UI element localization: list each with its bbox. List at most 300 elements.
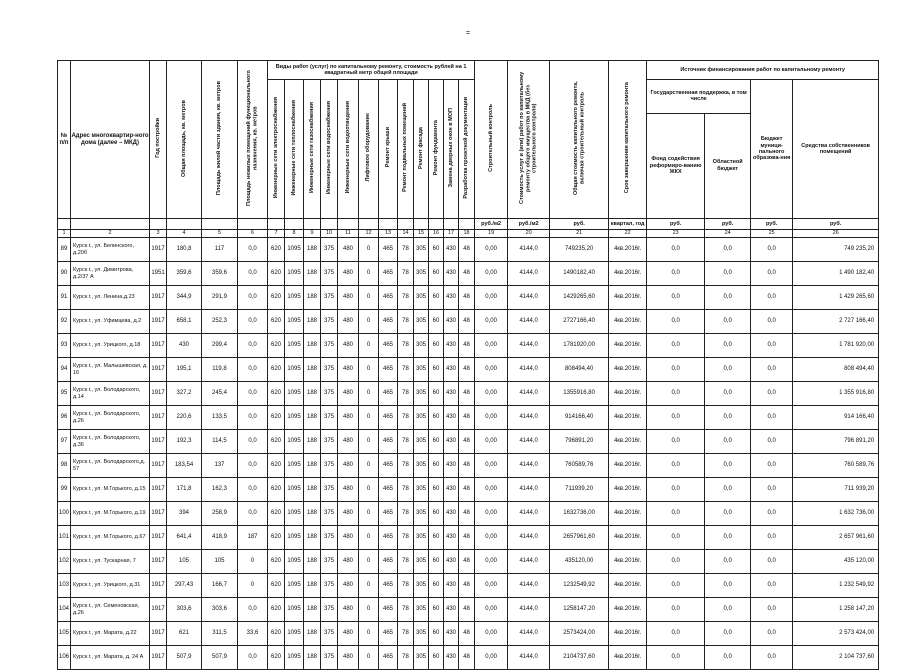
unit-label: руб./м2 [508,219,550,230]
work-cost-cell: 0,00 [475,430,508,454]
row-number: 106 [58,646,71,670]
nonliving-area-cell: 0,0 [238,358,268,382]
address-cell: Курск г., ул. Белинского, д.20б [71,238,150,262]
work-header: Ремонт фундамента [429,80,444,219]
deadline-cell: 4кв.2016г. [609,478,647,502]
work-cost-cell: 188 [304,286,321,310]
col-deadline-header: Срок завершения капитального ремонта [609,61,647,219]
address-cell: Курск г., ул. Урицкого, д.31 [71,574,150,598]
work-cost-cell: 60 [429,502,444,526]
col-nonliving-area-header: Площадь нежилых помещений функционального назначения, кв. метров [238,61,268,219]
column-number: 14 [398,230,414,238]
work-cost-cell: 620 [268,622,285,646]
regional-cell: 0,0 [705,310,751,334]
total-area-cell: 344,9 [167,286,202,310]
work-cost-cell: 480 [338,310,359,334]
address-cell: Курск г., ул. Димитрова, д.2/37 А [71,262,150,286]
work-cost-cell: 0,00 [475,262,508,286]
col-num-header: № п/п [58,61,71,219]
table-row [58,406,879,430]
total-cost-cell: 914166,40 [550,406,609,430]
municipal-cell: 0,0 [751,478,793,502]
own-funds-cell: 711 939,20 [793,478,879,502]
work-header: Инженерные сети водоснабжения [321,80,338,219]
work-header: Лифтовое оборудование [359,80,379,219]
work-cost-cell: 0 [359,646,379,670]
total-cost-cell: 2573424,00 [550,622,609,646]
work-cost-cell: 0,00 [475,238,508,262]
living-area-cell: 303,6 [202,598,238,622]
table-row [58,478,879,502]
work-cost-cell: 48 [459,454,475,478]
work-cost-cell: 1095 [285,454,304,478]
column-number: 15 [414,230,429,238]
work-cost-cell: 620 [268,646,285,670]
work-cost-cell: 620 [268,550,285,574]
work-cost-cell: 620 [268,406,285,430]
deadline-cell: 4кв.2016г. [609,502,647,526]
address-cell: Курск г., ул. Малышевская, д. 16 [71,358,150,382]
year-cell: 1917 [150,478,167,502]
total-cost-cell: 1632736,00 [550,502,609,526]
year-cell: 1917 [150,238,167,262]
table-row [58,502,879,526]
works-group-header: Виды работ (услуг) по капитальному ремонту, стоимость рублей на 1 квадратный метр общей площади [268,61,475,80]
work-cost-cell: 480 [338,358,359,382]
work-cost-cell: 48 [459,286,475,310]
work-cost-cell: 1095 [285,550,304,574]
address-cell: Курск г., ул. Урицкого, д.18 [71,334,150,358]
deadline-cell: 4кв.2016г. [609,598,647,622]
work-cost-cell: 78 [398,358,414,382]
unit-label: руб. [751,219,793,230]
municipal-cell: 0,0 [751,430,793,454]
work-cost-cell: 188 [304,454,321,478]
cost-per-m2-cell: 4144,0 [508,454,550,478]
total-cost-cell: 749235,20 [550,238,609,262]
year-cell: 1917 [150,454,167,478]
fund-cell: 0,0 [647,478,705,502]
fund-cell: 0,0 [647,238,705,262]
work-cost-cell: 375 [321,574,338,598]
work-cost-cell: 305 [414,598,429,622]
fund-cell: 0,0 [647,262,705,286]
table-row [58,622,879,646]
deadline-cell: 4кв.2016г. [609,454,647,478]
work-cost-cell: 620 [268,430,285,454]
row-number: 98 [58,454,71,478]
deadline-cell: 4кв.2016г. [609,622,647,646]
work-cost-cell: 1095 [285,310,304,334]
own-funds-cell: 1 490 182,40 [793,262,879,286]
work-cost-cell: 48 [459,238,475,262]
living-area-cell: 245,4 [202,382,238,406]
work-cost-cell: 480 [338,526,359,550]
work-cost-cell: 375 [321,454,338,478]
work-cost-cell: 465 [379,478,398,502]
nonliving-area-cell: 0,0 [238,646,268,670]
municipal-cell: 0,0 [751,646,793,670]
work-cost-cell: 465 [379,382,398,406]
regional-cell: 0,0 [705,622,751,646]
table-row [58,598,879,622]
address-cell: Курск г., ул. Володарского,д. 57 [71,454,150,478]
table-row [58,646,879,670]
own-funds-cell: 1 781 920,00 [793,334,879,358]
work-cost-cell: 60 [429,646,444,670]
capital-repair-table [57,60,879,670]
work-cost-cell: 305 [414,478,429,502]
work-cost-cell: 620 [268,310,285,334]
work-cost-cell: 1095 [285,574,304,598]
work-cost-cell: 465 [379,310,398,334]
municipal-cell: 0,0 [751,526,793,550]
work-cost-cell: 78 [398,334,414,358]
work-cost-cell: 60 [429,622,444,646]
table-row [58,238,879,262]
address-cell: Курск г., ул. Володарского, д.36 [71,430,150,454]
row-number: 95 [58,382,71,406]
nonliving-area-cell: 33,6 [238,622,268,646]
work-cost-cell: 60 [429,478,444,502]
work-cost-cell: 78 [398,286,414,310]
total-cost-cell: 1781920,00 [550,334,609,358]
year-cell: 1917 [150,502,167,526]
own-funds-cell: 2 727 166,40 [793,310,879,334]
total-area-cell: 359,6 [167,262,202,286]
own-funds-cell: 808 494,40 [793,358,879,382]
work-cost-cell: 480 [338,502,359,526]
work-cost-cell: 620 [268,358,285,382]
work-cost-cell: 1095 [285,262,304,286]
work-cost-cell: 60 [429,238,444,262]
work-cost-cell: 60 [429,382,444,406]
unit-label: руб. [550,219,609,230]
column-number: 24 [705,230,751,238]
work-cost-cell: 188 [304,406,321,430]
work-cost-cell: 1095 [285,646,304,670]
work-cost-cell: 48 [459,502,475,526]
row-number: 89 [58,238,71,262]
work-cost-cell: 375 [321,430,338,454]
work-cost-cell: 430 [444,334,459,358]
work-header: Ремонт крыши [379,80,398,219]
living-area-cell: 119,8 [202,358,238,382]
own-funds-cell: 749 235,20 [793,238,879,262]
total-cost-cell: 1258147,20 [550,598,609,622]
work-cost-cell: 78 [398,430,414,454]
work-cost-cell: 0 [359,238,379,262]
work-cost-cell: 0,00 [475,574,508,598]
row-number: 97 [58,430,71,454]
total-area-cell: 180,8 [167,238,202,262]
nonliving-area-cell: 0,0 [238,598,268,622]
column-numbers-row [58,230,879,238]
cost-per-m2-cell: 4144,0 [508,262,550,286]
nonliving-area-cell: 0 [238,574,268,598]
work-cost-cell: 48 [459,526,475,550]
work-cost-cell: 465 [379,574,398,598]
cost-per-m2-cell: 4144,0 [508,238,550,262]
total-area-cell: 195,1 [167,358,202,382]
work-cost-cell: 480 [338,646,359,670]
year-cell: 1917 [150,358,167,382]
work-cost-cell: 430 [444,454,459,478]
work-cost-cell: 1095 [285,526,304,550]
unit-label: руб. [647,219,705,230]
work-cost-cell: 48 [459,574,475,598]
year-cell: 1917 [150,574,167,598]
regional-cell: 0,0 [705,454,751,478]
work-cost-cell: 430 [444,478,459,502]
deadline-cell: 4кв.2016г. [609,550,647,574]
work-cost-cell: 620 [268,478,285,502]
fund-cell: 0,0 [647,406,705,430]
column-number: 20 [508,230,550,238]
work-cost-cell: 60 [429,286,444,310]
work-cost-cell: 48 [459,262,475,286]
fund-cell: 0,0 [647,358,705,382]
work-header: Инженерные сети водоотведения [338,80,359,219]
nonliving-area-cell: 0,0 [238,334,268,358]
column-number: 11 [338,230,359,238]
municipal-cell: 0,0 [751,334,793,358]
work-cost-cell: 480 [338,238,359,262]
cost-per-m2-cell: 4144,0 [508,478,550,502]
work-cost-cell: 305 [414,286,429,310]
total-cost-cell: 760589,76 [550,454,609,478]
regional-cell: 0,0 [705,382,751,406]
municipal-cell: 0,0 [751,382,793,406]
row-number: 93 [58,334,71,358]
year-cell: 1917 [150,526,167,550]
total-area-cell: 220,6 [167,406,202,430]
work-cost-cell: 0 [359,358,379,382]
own-funds-cell: 796 891,20 [793,430,879,454]
work-cost-cell: 480 [338,550,359,574]
column-number: 17 [444,230,459,238]
address-cell: Курск г., ул. Володарского, д.26 [71,406,150,430]
regional-cell: 0,0 [705,550,751,574]
work-cost-cell: 465 [379,334,398,358]
regional-cell: 0,0 [705,478,751,502]
year-cell: 1917 [150,310,167,334]
work-cost-cell: 620 [268,238,285,262]
municipal-cell: 0,0 [751,622,793,646]
work-cost-cell: 0 [359,382,379,406]
work-cost-cell: 0 [359,262,379,286]
column-number: 13 [379,230,398,238]
deadline-cell: 4кв.2016г. [609,358,647,382]
col-year-header: Год постройки [150,61,167,219]
total-cost-cell: 711939,20 [550,478,609,502]
unit-label: руб. [705,219,751,230]
cost-per-m2-cell: 4144,0 [508,334,550,358]
work-cost-cell: 0,00 [475,550,508,574]
work-cost-cell: 60 [429,454,444,478]
year-cell: 1917 [150,646,167,670]
total-area-cell: 394 [167,502,202,526]
work-cost-cell: 188 [304,334,321,358]
work-cost-cell: 375 [321,262,338,286]
fund-header: Фонд содействия реформиро-ванию ЖКХ [647,113,705,218]
work-cost-cell: 0,00 [475,358,508,382]
work-cost-cell: 480 [338,478,359,502]
work-cost-cell: 465 [379,550,398,574]
work-cost-cell: 0,00 [475,406,508,430]
municipal-cell: 0,0 [751,598,793,622]
work-cost-cell: 78 [398,382,414,406]
work-header: Разработка проектной документации [459,80,475,219]
work-cost-cell: 430 [444,430,459,454]
address-cell: Курск г., ул. Марата, д.22 [71,622,150,646]
work-cost-cell: 60 [429,262,444,286]
work-cost-cell: 305 [414,622,429,646]
cost-per-m2-cell: 4144,0 [508,646,550,670]
deadline-cell: 4кв.2016г. [609,406,647,430]
work-cost-cell: 0,00 [475,646,508,670]
work-cost-cell: 465 [379,238,398,262]
nonliving-area-cell: 0,0 [238,262,268,286]
address-cell: Курск г., ул. М.Горького, д.67 [71,526,150,550]
total-cost-cell: 2727166,40 [550,310,609,334]
table-row [58,262,879,286]
column-number: 8 [285,230,304,238]
cost-per-m2-cell: 4144,0 [508,310,550,334]
work-cost-cell: 0,00 [475,598,508,622]
fund-cell: 0,0 [647,526,705,550]
col-total-cost-header: Общая стоимость капитального ремонта, включая строительный контроль [550,61,609,219]
work-cost-cell: 430 [444,526,459,550]
living-area-cell: 252,3 [202,310,238,334]
own-funds-cell: 1 429 265,60 [793,286,879,310]
work-cost-cell: 60 [429,310,444,334]
work-header: Инженерные сети теплоснабжения [285,80,304,219]
work-cost-cell: 620 [268,598,285,622]
work-cost-cell: 430 [444,646,459,670]
total-area-cell: 621 [167,622,202,646]
work-cost-cell: 430 [444,598,459,622]
total-area-cell: 183,54 [167,454,202,478]
work-cost-cell: 430 [444,382,459,406]
municipal-header: Бюджет муници-пального образова-ния [751,80,793,219]
work-cost-cell: 480 [338,406,359,430]
row-number: 102 [58,550,71,574]
work-cost-cell: 430 [444,286,459,310]
work-cost-cell: 620 [268,382,285,406]
state-support-header: Государственная поддержка, в том числе [647,80,751,114]
work-cost-cell: 305 [414,646,429,670]
cost-per-m2-cell: 4144,0 [508,622,550,646]
column-number: 1 [58,230,71,238]
work-cost-cell: 480 [338,334,359,358]
regional-cell: 0,0 [705,262,751,286]
work-cost-cell: 375 [321,406,338,430]
total-area-cell: 192,3 [167,430,202,454]
living-area-cell: 311,5 [202,622,238,646]
work-cost-cell: 305 [414,382,429,406]
fund-cell: 0,0 [647,430,705,454]
work-cost-cell: 1095 [285,286,304,310]
work-cost-cell: 430 [444,262,459,286]
work-header: Инженерные сети электроснабжения [268,80,285,219]
work-cost-cell: 1095 [285,358,304,382]
work-cost-cell: 78 [398,550,414,574]
nonliving-area-cell: 0,0 [238,310,268,334]
cost-per-m2-cell: 4144,0 [508,406,550,430]
fund-cell: 0,0 [647,334,705,358]
work-cost-cell: 0 [359,430,379,454]
municipal-cell: 0,0 [751,358,793,382]
column-number: 4 [167,230,202,238]
col-cost-per-m2-header: Стоимость услуг и (или) работ по капитальному ремонту общего имущества в МКД (без строительного контроля) [508,61,550,219]
fund-cell: 0,0 [647,286,705,310]
column-number: 19 [475,230,508,238]
work-cost-cell: 465 [379,262,398,286]
work-cost-cell: 1095 [285,502,304,526]
nonliving-area-cell: 0,0 [238,238,268,262]
living-area-cell: 105 [202,550,238,574]
work-cost-cell: 0,00 [475,622,508,646]
work-cost-cell: 188 [304,382,321,406]
own-funds-cell: 1 355 916,80 [793,382,879,406]
regional-cell: 0,0 [705,358,751,382]
unit-label: руб./м2 [475,219,508,230]
work-cost-cell: 78 [398,406,414,430]
living-area-cell: 507,9 [202,646,238,670]
address-cell: Курск г., ул. М.Горького, д.19 [71,502,150,526]
work-cost-cell: 620 [268,574,285,598]
living-area-cell: 162,3 [202,478,238,502]
work-cost-cell: 0 [359,526,379,550]
living-area-cell: 418,9 [202,526,238,550]
deadline-cell: 4кв.2016г. [609,430,647,454]
year-cell: 1917 [150,382,167,406]
work-cost-cell: 48 [459,622,475,646]
work-cost-cell: 60 [429,574,444,598]
regional-cell: 0,0 [705,430,751,454]
work-cost-cell: 465 [379,526,398,550]
work-cost-cell: 480 [338,262,359,286]
nonliving-area-cell: 187 [238,526,268,550]
living-area-cell: 133,5 [202,406,238,430]
work-cost-cell: 188 [304,646,321,670]
column-number: 23 [647,230,705,238]
regional-cell: 0,0 [705,286,751,310]
municipal-cell: 0,0 [751,454,793,478]
cost-per-m2-cell: 4144,0 [508,358,550,382]
column-number: 5 [202,230,238,238]
address-cell: Курск г., ул. Марата, д. 24 А [71,646,150,670]
work-cost-cell: 0 [359,406,379,430]
year-cell: 1917 [150,550,167,574]
regional-cell: 0,0 [705,334,751,358]
row-number: 96 [58,406,71,430]
work-cost-cell: 430 [444,310,459,334]
work-cost-cell: 48 [459,406,475,430]
column-number: 16 [429,230,444,238]
cost-per-m2-cell: 4144,0 [508,382,550,406]
work-cost-cell: 78 [398,262,414,286]
address-cell: Курск г., ул. Уфимцева, д.2 [71,310,150,334]
cost-per-m2-cell: 4144,0 [508,598,550,622]
col-construction-control-header: Строительный контроль [475,61,508,219]
deadline-cell: 4кв.2016г. [609,310,647,334]
deadline-cell: 4кв.2016г. [609,526,647,550]
work-cost-cell: 78 [398,238,414,262]
work-cost-cell: 465 [379,406,398,430]
total-area-cell: 105 [167,550,202,574]
